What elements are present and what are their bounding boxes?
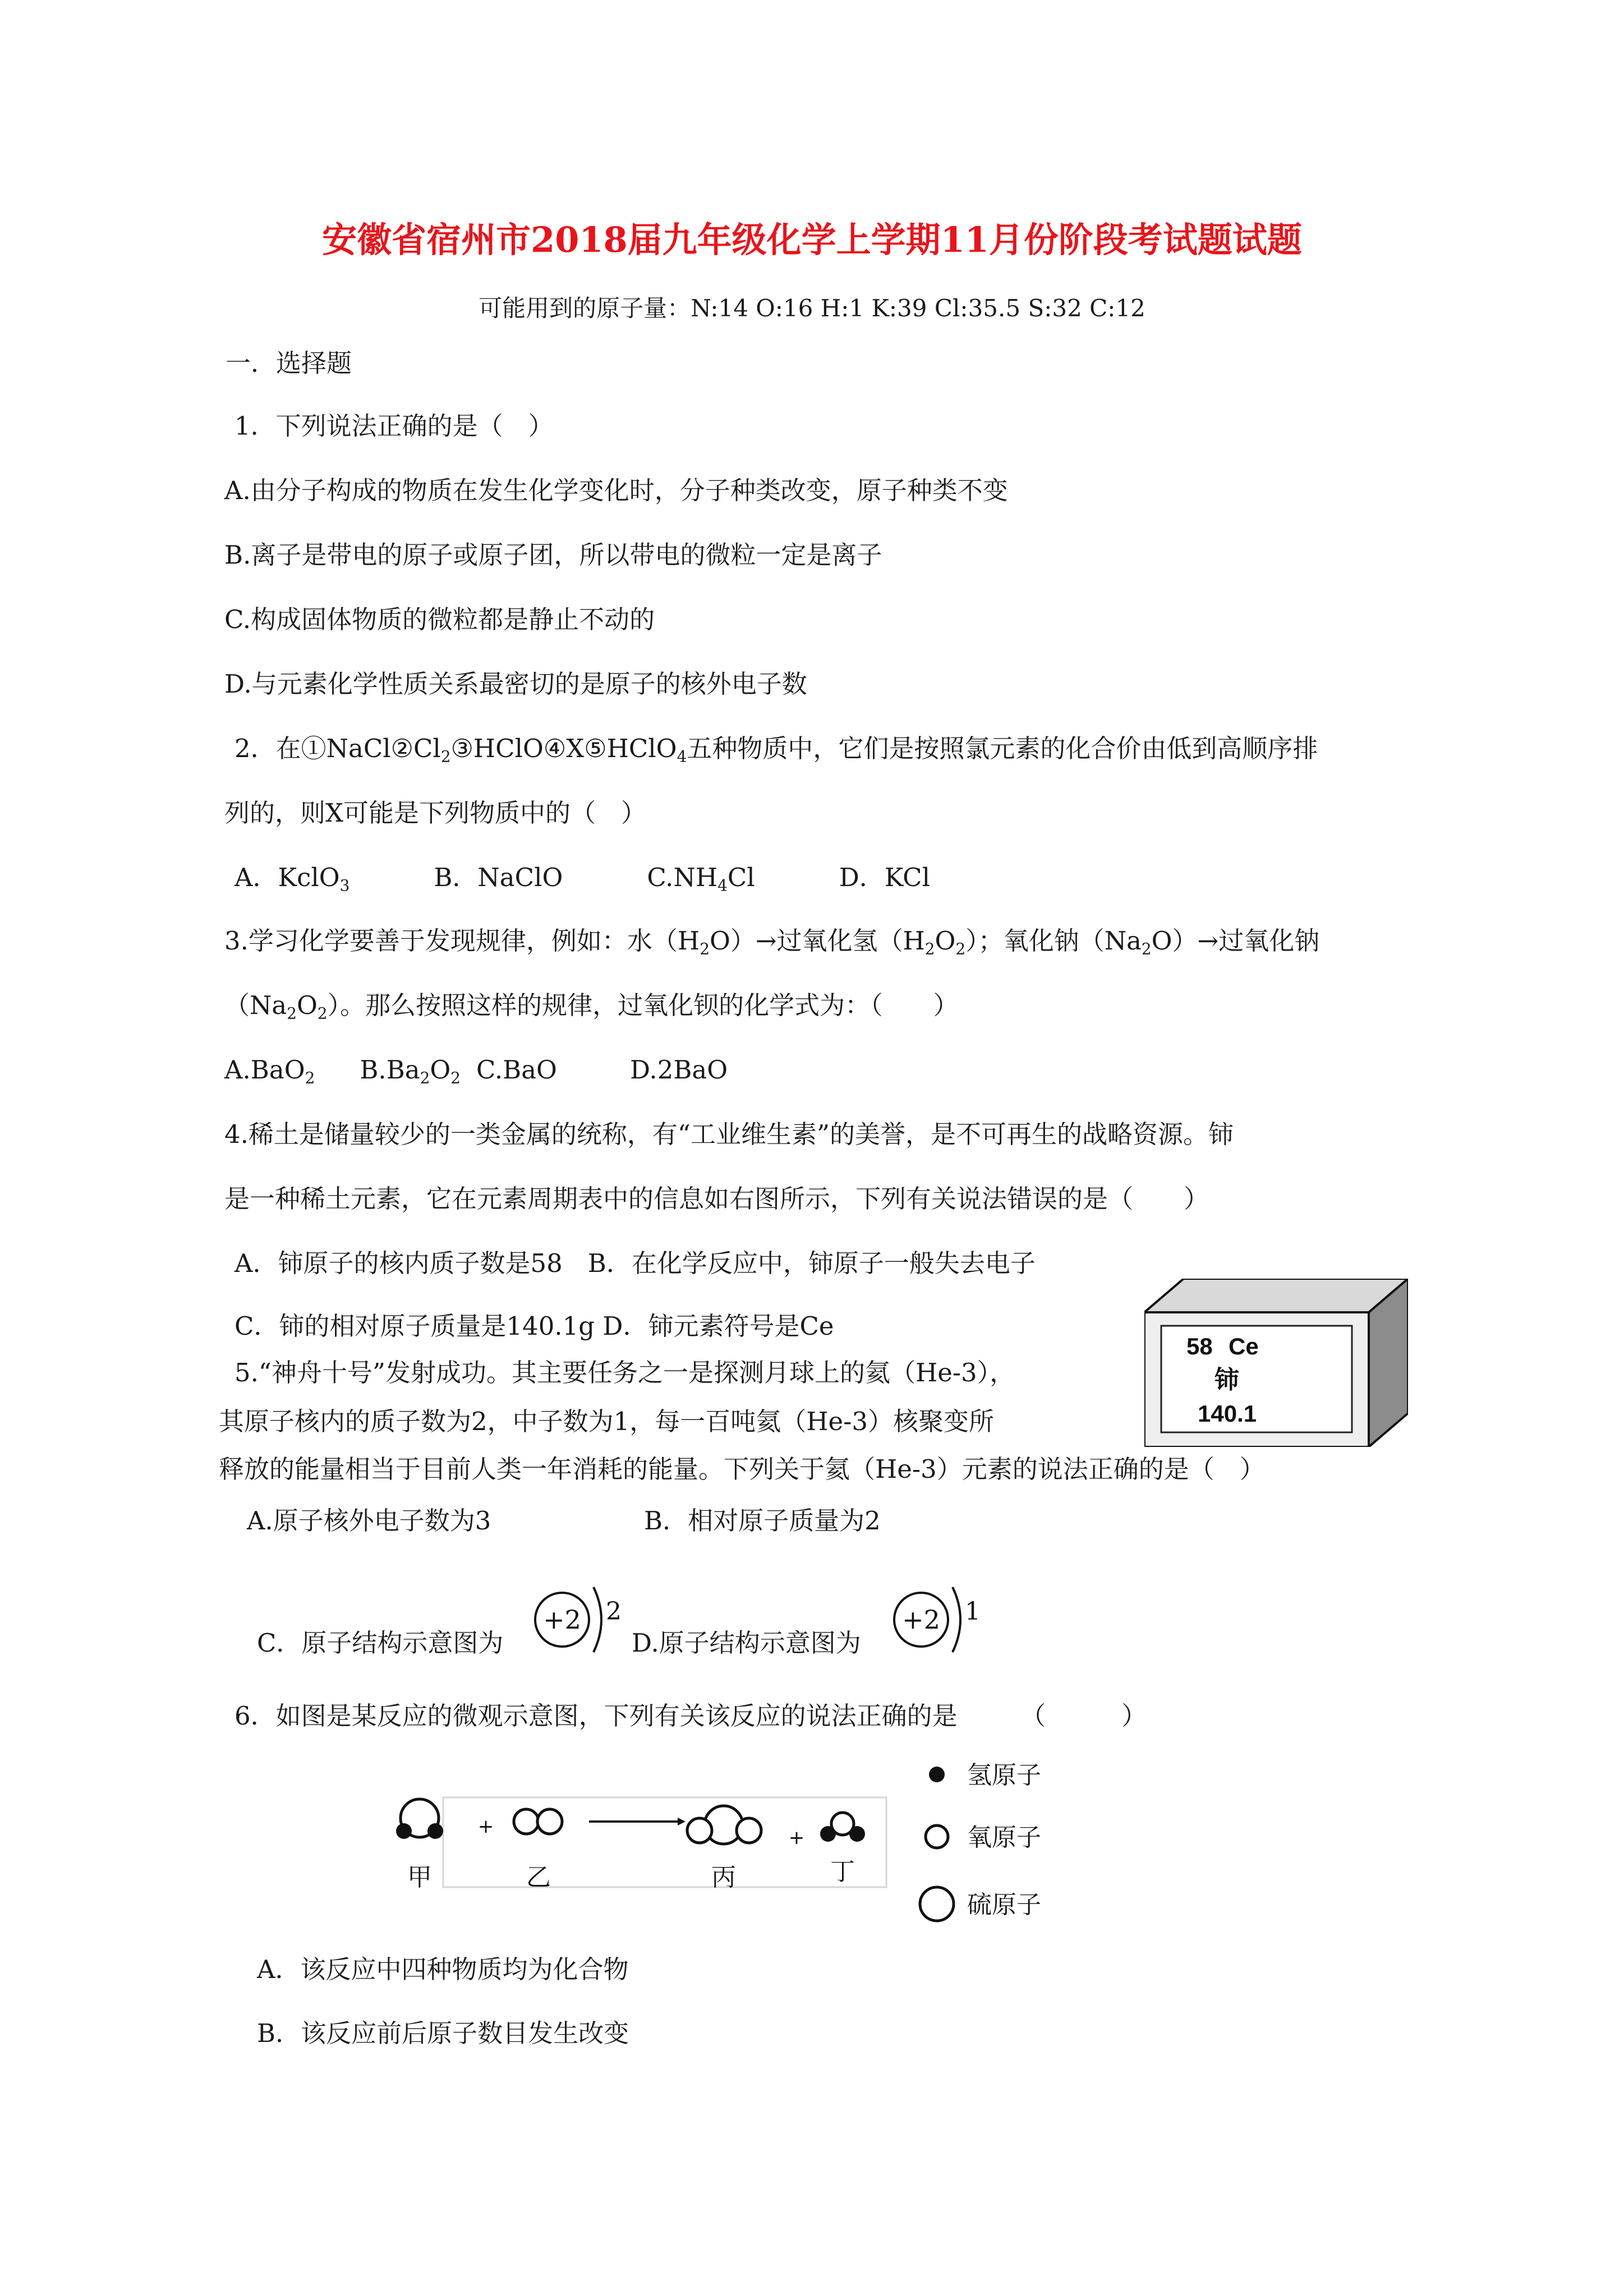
q3-option-c: C.BaO (476, 1055, 557, 1085)
legend-sulfur-label: 硫原子 (967, 1891, 1041, 1919)
faint-frame (443, 1797, 886, 1887)
q4-options-cd: C．铈的相对原子质量是140.1g D．铈元素符号是Ce (234, 1311, 834, 1341)
atomic-mass: 140.1 (1198, 1400, 1257, 1427)
q5-option-d: D.原子结构示意图为 (632, 1628, 861, 1658)
q3-option-b: $B.Ba_2O_2$ (360, 1055, 461, 1087)
q5-option-a: A.原子核外电子数为3 (247, 1506, 491, 1536)
molecule-jia (396, 1799, 443, 1839)
reaction-micro-diagram (381, 1750, 1088, 1940)
q4-options-ab: A．铈原子的核内质子数是58 B．在化学反应中，铈原子一般失去电子 (234, 1248, 1036, 1278)
hydrogen-atom (396, 1823, 412, 1839)
q1-option-b: B.离子是带电的原子或原子团，所以带电的微粒一定是离子 (224, 540, 882, 570)
q2-stem-line1: 2．在$①NaCl②Cl_2③HClO④X⑤HClO_4$五种物质中，它们是按照氯元素的化合价由低到高顺序排 (234, 734, 1318, 766)
electron-count: 1 (965, 1597, 981, 1626)
oxygen-atom (537, 1809, 562, 1834)
q6-option-a: A．该反应中四种物质均为化合物 (257, 1954, 629, 1984)
legend-hydrogen-icon (929, 1767, 945, 1782)
q1-option-d: D.与元素化学性质关系最密切的是原子的核外电子数 (224, 669, 807, 699)
molecule-yi (514, 1809, 562, 1834)
label-jia: 甲 (407, 1863, 432, 1892)
oxygen-atom (514, 1809, 539, 1834)
nucleus-charge: +2 (543, 1605, 581, 1635)
q5-stem-line1: 5.“神舟十号”发射成功。其主要任务之一是探测月球上的氦（He-3）， (234, 1358, 1015, 1387)
hydrogen-atom (820, 1826, 836, 1842)
hydrogen-atom (427, 1823, 443, 1839)
q1-stem: 1．下列说法正确的是（ ） (234, 411, 554, 441)
q2-stem-line2: 列的，则X可能是下列物质中的（ ） (224, 798, 647, 828)
page-title: 安徽省宿州市2018届九年级化学上学期11月份阶段考试题试题 (322, 219, 1302, 260)
label-yi: 乙 (526, 1863, 551, 1892)
atomic-masses: 可能用到的原子量：N:14 O:16 H:1 K:39 Cl:35.5 S:32 C:12 (479, 294, 1145, 322)
q3-option-d: D.2BaO (629, 1055, 728, 1085)
legend-sulfur-icon (920, 1887, 954, 1921)
q5-stem-line2: 其原子核内的质子数为2，中子数为1，每一百吨氦（He-3）核聚变所 (219, 1407, 994, 1436)
q2-option-a: A．KclO$_3$ (234, 863, 350, 895)
q6-stem: 6．如图是某反应的微观示意图，下列有关该反应的说法正确的是 （ ） (234, 1701, 1147, 1731)
q5-stem-line3: 释放的能量相当于目前人类一年消耗的能量。下列关于氦（He-3）元素的说法正确的是（ ） (219, 1454, 1265, 1484)
q4-stem-line1: 4.稀土是储量较少的一类金属的统称，有“工业维生素”的美誉，是不可再生的战略资源。铈 (224, 1119, 1234, 1149)
section-heading: 一．选择题 (226, 348, 352, 378)
label-ding: 丁 (830, 1857, 855, 1886)
q5-option-b: B．相对原子质量为2 (644, 1506, 881, 1536)
atom-diagram-c (527, 1576, 628, 1660)
q5-option-c: C．原子结构示意图为 (257, 1628, 504, 1658)
molecule-bing (687, 1806, 761, 1844)
legend-oxygen-icon (926, 1825, 948, 1848)
oxygen-atom (687, 1818, 712, 1843)
atomic-number: 58 (1186, 1333, 1213, 1359)
reaction-arrow-head (678, 1818, 686, 1825)
q1-option-a: A.由分子构成的物质在发生化学变化时，分子种类改变，原子种类不变 (224, 476, 1008, 505)
element-symbol: Ce (1229, 1333, 1259, 1359)
element-name: 铈 (1214, 1366, 1239, 1394)
q3-stem-line1: 3.学习化学要善于发现规律，例如：水$(H_2O)\to$过氧化氢$(H_2O_2)$；氧化钠$(Na_2O)\to$过氧化钠 (224, 926, 1320, 958)
nucleus-charge: +2 (902, 1605, 940, 1635)
molecule-ding (820, 1813, 865, 1842)
q6-option-b: B．该反应前后原子数目发生改变 (257, 2018, 629, 2048)
q2-option-b: B．NaClO (434, 863, 563, 892)
legend (920, 1761, 1041, 1921)
cube-top-face (1144, 1279, 1408, 1312)
plus-sign: + (477, 1815, 494, 1838)
electron-count: 2 (606, 1597, 622, 1626)
q3-options (224, 1053, 728, 1087)
cerium-element-card (1144, 1279, 1408, 1447)
q2-option-d: D．KCl (839, 863, 930, 892)
q1-option-c: C.构成固体物质的微粒都是静止不动的 (224, 605, 655, 634)
q2-option-c: $C.NH_4Cl$ (647, 863, 755, 895)
legend-oxygen-label: 氧原子 (967, 1823, 1041, 1852)
label-bing: 丙 (711, 1863, 736, 1892)
q2-options (234, 861, 930, 895)
atom-diagram-d (886, 1576, 987, 1660)
plus-sign: + (788, 1827, 805, 1849)
q3-option-a: A.BaO$_2$ (224, 1055, 315, 1087)
legend-hydrogen-label: 氢原子 (967, 1761, 1041, 1790)
hydrogen-atom (849, 1826, 865, 1842)
electron-shell-arc (953, 1587, 960, 1652)
q4-stem-line2: 是一种稀土元素，它在元素周期表中的信息如右图所示，下列有关说法错误的是（ ） (224, 1184, 1209, 1214)
oxygen-atom (737, 1818, 761, 1843)
electron-shell-arc (594, 1587, 601, 1652)
q3-stem-line2: $(Na_2O_2)$。那么按照这样的规律，过氧化钡的化学式为：（ ） (224, 990, 959, 1023)
